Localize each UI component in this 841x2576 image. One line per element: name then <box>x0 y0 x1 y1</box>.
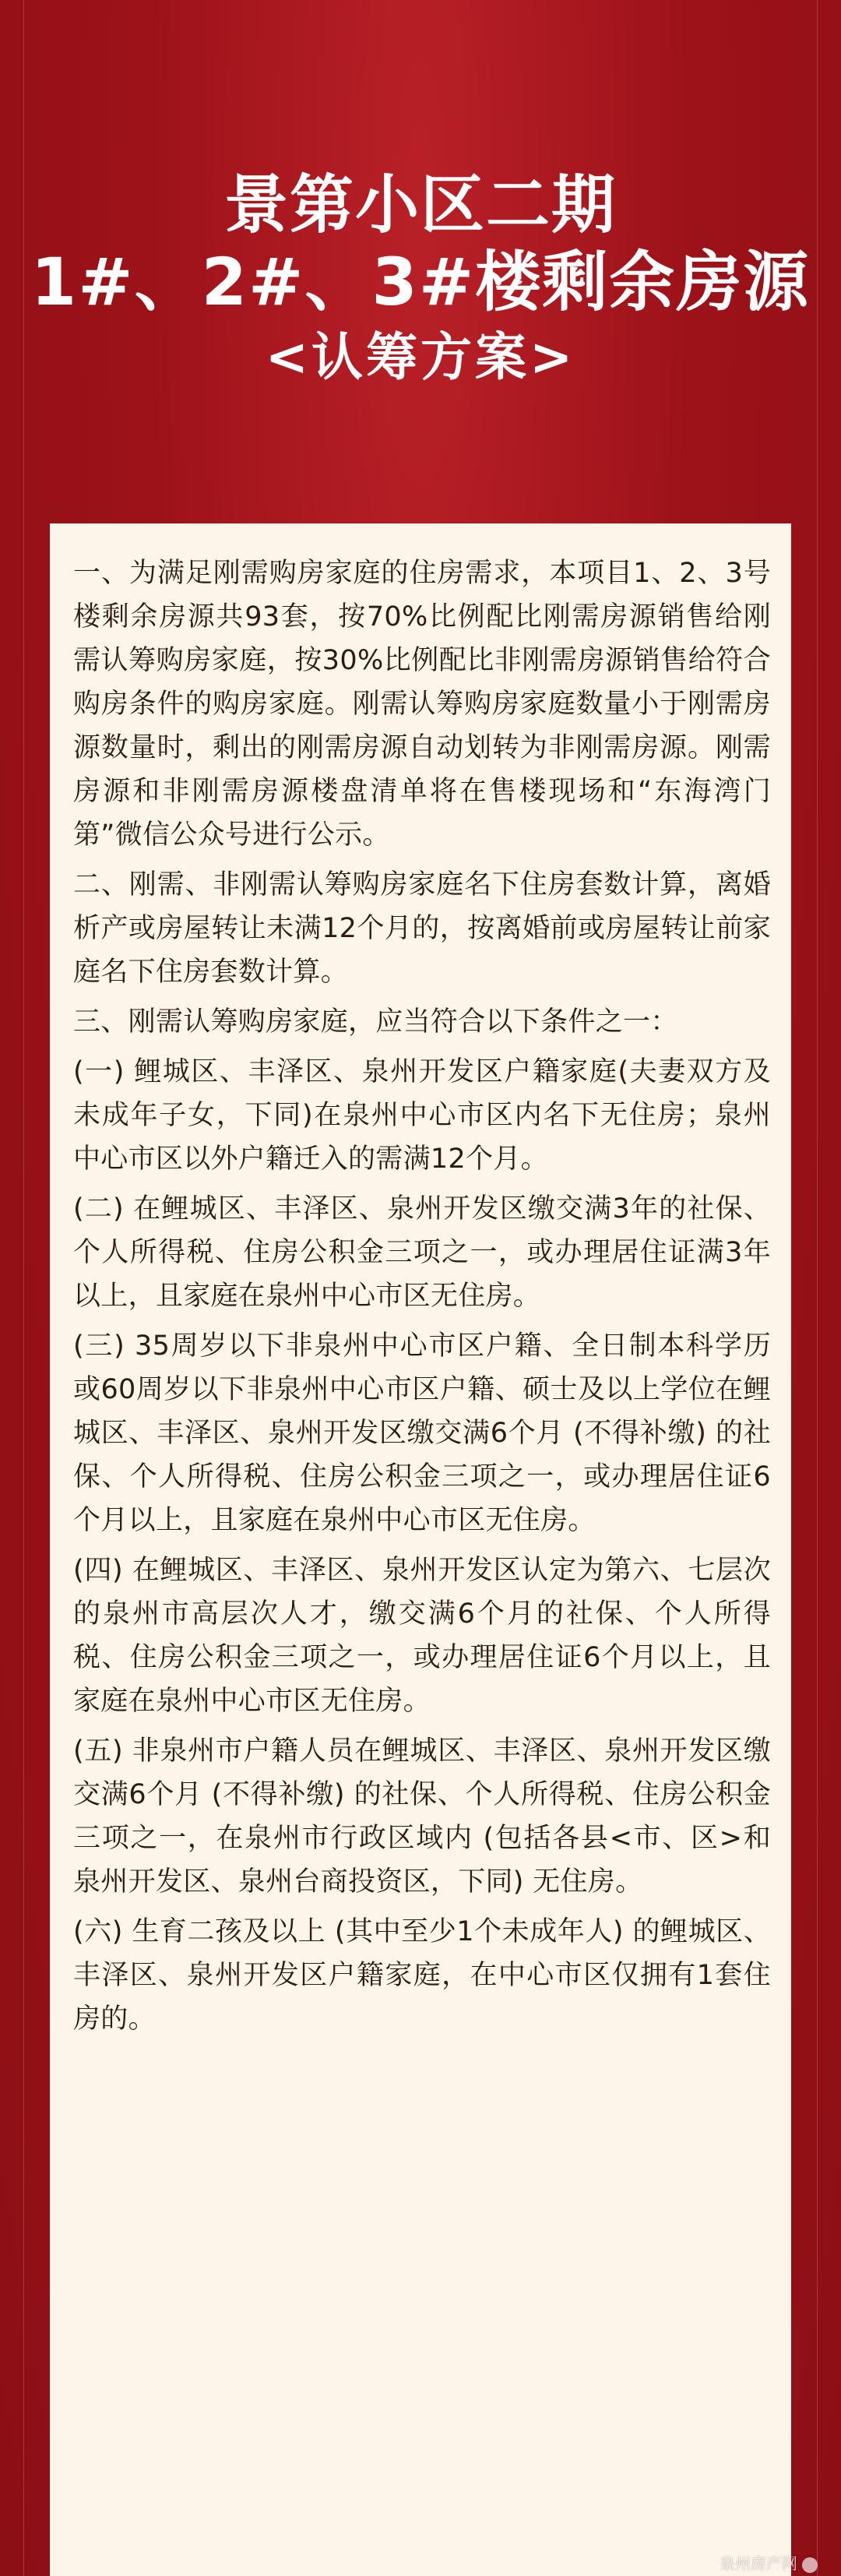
title-line-1: 景第小区二期 <box>223 168 617 242</box>
watermark-logo-icon <box>802 2557 818 2573</box>
paragraph-1: 一、为满足刚需购房家庭的住房需求，本项目1、2、3号楼剩余房源共93套，按70%比例配比刚需房源销售给刚需认筹购房家庭，按30%比例配比非刚需房源销售给符合购房条件的购房家庭。刚需认筹购房家庭数量小于刚需房源数量时，剩出的刚需房源自动划转为非刚需房源。刚需房源和非刚需房源楼盘清单将在售楼现场和“东海湾门第”微信公众号进行公示。 <box>73 558 771 851</box>
title-line-3: <认筹方案> <box>265 327 576 387</box>
paragraph-2: 二、刚需、非刚需认筹购房家庭名下住房套数计算，离婚析产或房屋转让未满12个月的，按离婚前或房屋转让前家庭名下住房套数计算。 <box>73 869 771 988</box>
title-line-2: 1#、2#、3#楼剩余房源 <box>30 244 811 320</box>
condition-1: (一) 鲤城区、丰泽区、泉州开发区户籍家庭(夫妻双方及未成年子女，下同)在泉州中心市区内名下无住房；泉州中心市区以外户籍迁入的需满12个月。 <box>73 1056 771 1175</box>
header <box>0 167 841 395</box>
watermark <box>720 2554 818 2573</box>
paragraph-3: 三、刚需认筹购房家庭，应当符合以下条件之一： <box>73 1006 678 1038</box>
condition-2: (二) 在鲤城区、丰泽区、泉州开发区缴交满3年的社保、个人所得税、住房公积金三项之一，或办理居住证满3年以上，且家庭在泉州中心市区无住房。 <box>73 1193 771 1312</box>
watermark-text: 泉州房产网 <box>720 2554 797 2573</box>
condition-5: (五) 非泉州市户籍人员在鲤城区、丰泽区、泉州开发区缴交满6个月 (不得补缴) 的社保、个人所得税、住房公积金三项之一，在泉州市行政区域内 (包括各县<市、区>和泉州开发区、泉州台商投资区，下同) 无住房。 <box>73 1736 771 1898</box>
content-card <box>50 523 791 2576</box>
condition-3: (三) 35周岁以下非泉州中心市区户籍、全日制本科学历或60周岁以下非泉州中心市区户籍、硕士及以上学位在鲤城区、丰泽区、泉州开发区缴交满6个月 (不得补缴) 的社保、个人所得税、住房公积金三项之一，或办理居住证6个月以上，且家庭在泉州中心市区无住房。 <box>73 1330 771 1536</box>
condition-4: (四) 在鲤城区、丰泽区、泉州开发区认定为第六、七层次的泉州市高层次人才，缴交满6个月的社保、个人所得税、住房公积金三项之一，或办理居住证6个月以上，且家庭在泉州中心市区无住房。 <box>73 1555 771 1717</box>
condition-6: (六) 生育二孩及以上 (其中至少1个未成年人) 的鲤城区、丰泽区、泉州开发区户籍家庭，在中心市区仅拥有1套住房的。 <box>73 1916 771 2035</box>
